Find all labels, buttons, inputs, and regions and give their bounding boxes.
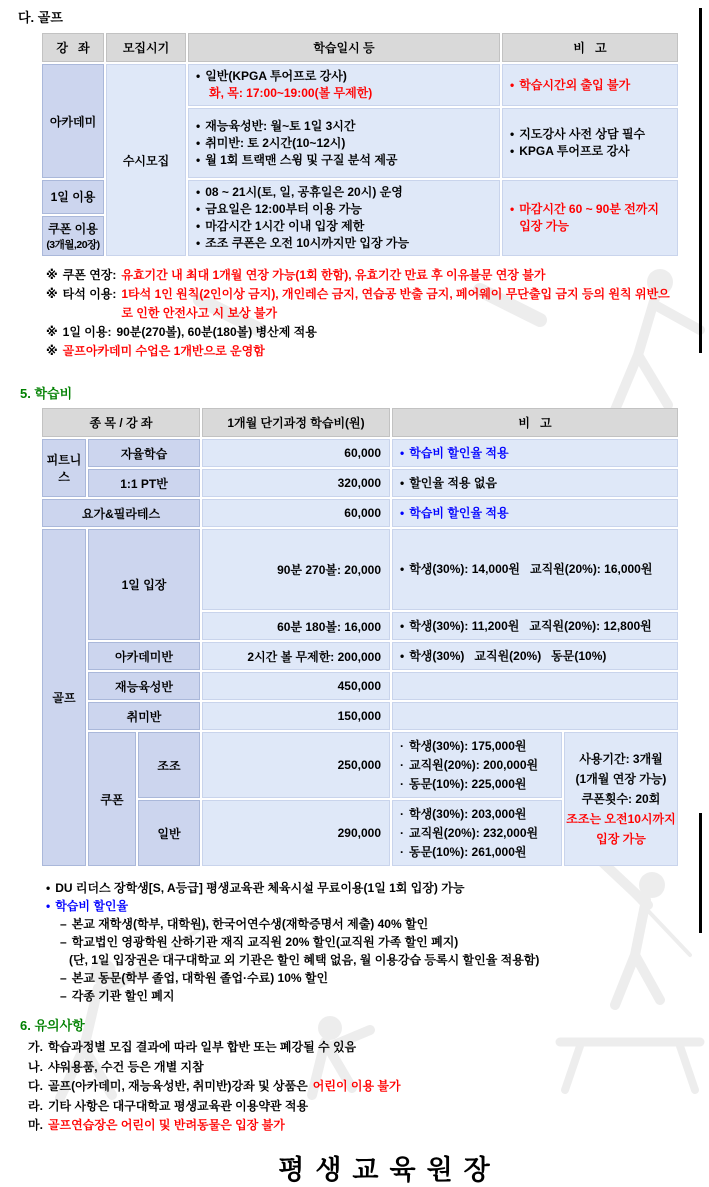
item-text-red: 골프연습장은 어린이 및 반려동물은 입장 불가: [47, 1118, 285, 1132]
course-self-training: 자율학습: [88, 439, 200, 467]
bullet-icon: •: [196, 118, 201, 133]
note-label: 쿠폰 연장:: [62, 268, 117, 282]
dot-icon: ·: [400, 806, 404, 821]
bullet-icon: •: [400, 505, 405, 520]
note-text: 학습비 할인율: [55, 899, 129, 913]
note-text: (단, 1일 입장권은 대구대학교 외 기관은 할인 혜택 없음, 월 이용강습 등록시 할인율 적용함): [69, 953, 540, 967]
coupon-sublabel: (3개월,20장): [46, 238, 100, 251]
dot-icon: ·: [400, 738, 404, 753]
remark-cell: [392, 469, 678, 497]
table-row: [42, 702, 678, 730]
schedule-text: 취미반: 토 2시간(10~12시): [205, 135, 346, 150]
discount-text: 동문(10%): 261,000원: [409, 844, 527, 859]
remark-cell: [392, 499, 678, 527]
col-header-period: 모집시기: [106, 33, 186, 62]
col-header-subject: 종 목 / 강 좌: [42, 408, 200, 437]
remark-cell-empty: [392, 672, 678, 700]
note-text: 본교 재학생(학부, 대학원), 한국어연수생(재학증명서 제출) 40% 할인: [71, 917, 429, 931]
item-text-red: 어린이 이용 불가: [312, 1079, 401, 1093]
discount-list: [392, 732, 562, 798]
item-text: 학습과정별 모집 결과에 따라 일부 합반 또는 폐강될 수 있음: [47, 1040, 357, 1054]
table-row: [42, 439, 678, 467]
remark-cell: [392, 612, 678, 640]
dash-icon: –: [60, 989, 67, 1003]
note-staff-discount-detail: [69, 951, 689, 969]
course-talent-class: 재능육성반: [88, 672, 200, 700]
section-title-golf: 다. 골프: [18, 10, 63, 25]
note-label: 타석 이용:: [62, 287, 117, 301]
price-value: 320,000: [202, 469, 390, 497]
bullet-icon: •: [510, 144, 515, 158]
precaution-item: [28, 1058, 709, 1078]
note-text: 유효기간 내 최대 1개월 연장 가능(1회 한함), 유효기간 만료 후 이유불문 연장 불가: [121, 268, 546, 282]
schedule-text: 일반(KPGA 투어프로 강사): [205, 69, 347, 83]
schedule-text: 08 ~ 21시(토, 일, 공휴일은 20시) 운영: [205, 185, 403, 199]
note-academy-class: [46, 342, 676, 361]
schedule-text: 재능육성반: 월~토 1일 3시간: [205, 118, 356, 133]
section-title-precautions: 6. 유의사항: [20, 1018, 85, 1033]
remark-cell-empty: [392, 702, 678, 730]
note-text: 학교법인 영광학원 산하기관 재직 교직원 20% 할인(교직원 가족 할인 폐지): [71, 935, 459, 949]
course-academy: 아카데미: [42, 64, 104, 178]
panel-line-red: 입장 가능: [596, 832, 646, 846]
precaution-list: [28, 1038, 709, 1136]
note-label: 1일 이용:: [62, 325, 112, 339]
table-row: [42, 672, 678, 700]
price-value: 2시간 볼 무제한: 200,000: [202, 642, 390, 670]
academy-general-remark: [502, 64, 678, 106]
schedule-text: 금요일은 12:00부터 이용 가능: [205, 202, 362, 216]
dot-icon: ·: [400, 776, 404, 791]
price-value: 60분 180볼: 16,000: [202, 612, 390, 640]
coupon-label: 쿠폰 이용: [48, 221, 98, 236]
schedule-time-red: 화, 목: 17:00~19:00(볼 무제한): [209, 86, 373, 100]
schedule-text: 조조 쿠폰은 오전 10시까지만 입장 가능: [205, 236, 410, 250]
note-marker: ※: [46, 344, 58, 358]
coupon-type-dawn: 조조: [138, 732, 200, 798]
note-du-leaders: [46, 879, 666, 897]
daily-coupon-schedule: [188, 180, 500, 256]
discount-text: 학생(30%): 203,000원: [409, 806, 527, 821]
panel-line: 쿠폰횟수: 20회: [581, 792, 661, 806]
remark-text: 학생(30%): 11,200원 교직원(20%): 12,800원: [409, 618, 652, 633]
item-text: 샤워용품, 수건 등은 개별 지참: [47, 1059, 204, 1074]
col-header-course: 강 좌: [42, 33, 104, 62]
page-edge-line-top: [699, 8, 702, 353]
note-text: 각종 기관 할인 폐지: [71, 989, 175, 1003]
note-text: 골프아카데미 수업은 1개반으로 운영함: [62, 344, 265, 358]
bullet-icon: •: [400, 648, 405, 663]
subject-yoga-pilates: 요가&필라테스: [42, 499, 200, 527]
academy-class-schedule: [188, 108, 500, 178]
panel-line: (1개월 연장 가능): [575, 772, 667, 786]
item-label: 마.: [28, 1118, 43, 1132]
remark-text: 학생(30%): 14,000원 교직원(20%): 16,000원: [409, 562, 653, 576]
price-value: 60,000: [202, 499, 390, 527]
course-coupon-use: [42, 216, 104, 256]
price-value: 290,000: [202, 800, 390, 866]
dot-icon: ·: [400, 825, 404, 840]
note-org-discount-abolished: [60, 987, 680, 1005]
remark-text: 학습시간외 출입 불가: [519, 77, 631, 92]
bullet-icon: •: [400, 618, 405, 633]
price-value: 450,000: [202, 672, 390, 700]
remark-text: KPGA 투어프로 강사: [519, 144, 630, 158]
bullet-icon: •: [400, 475, 405, 490]
precaution-item: [28, 1038, 709, 1058]
table-row: [42, 499, 678, 527]
precaution-item: [28, 1116, 709, 1136]
item-label: 라.: [28, 1098, 43, 1113]
dash-icon: –: [60, 917, 67, 931]
coupon-type-general: 일반: [138, 800, 200, 866]
note-text: 본교 동문(학부 졸업, 대학원 졸업·수료) 10% 할인: [71, 971, 329, 985]
remark-text: 지도강사 사전 상담 필수: [519, 127, 646, 141]
course-pt: 1:1 PT반: [88, 469, 200, 497]
note-marker: ※: [46, 268, 58, 282]
bullet-icon: •: [400, 562, 405, 576]
note-alumni-discount: [60, 969, 680, 987]
course-day-entry: 1일 입장: [88, 529, 200, 640]
note-student-discount: [60, 915, 680, 933]
col-header-remark: 비 고: [392, 408, 678, 437]
fee-table: [40, 406, 680, 868]
course-daily-use: 1일 이용: [42, 180, 104, 214]
table-row: [42, 64, 678, 106]
item-label: 가.: [28, 1040, 43, 1054]
note-hitting-bay: [46, 285, 676, 323]
note-staff-discount: [60, 933, 680, 951]
item-text: 기타 사항은 대구대학교 평생교육관 이용약관 적용: [47, 1098, 309, 1113]
dash-icon: –: [60, 935, 67, 949]
col-header-remark: 비 고: [502, 33, 678, 62]
table-header-row: [42, 33, 678, 62]
col-header-schedule: 학습일시 등: [188, 33, 500, 62]
dot-icon: ·: [400, 844, 404, 859]
fee-notes: [46, 879, 709, 1005]
schedule-text: 마감시간 1시간 이내 입장 제한: [205, 219, 365, 233]
bullet-icon: •: [196, 219, 201, 233]
bullet-icon: •: [46, 899, 51, 913]
golf-schedule-table: [40, 31, 680, 258]
remark-cell: [392, 529, 678, 610]
remark-cell: [392, 439, 678, 467]
subject-golf: 골프: [42, 529, 86, 866]
bullet-icon: •: [196, 69, 201, 83]
bullet-icon: •: [400, 445, 405, 460]
course-academy-class: 아카데미반: [88, 642, 200, 670]
page-edge-line-bottom: [699, 813, 702, 933]
price-value: 250,000: [202, 732, 390, 798]
course-coupon: 쿠폰: [88, 732, 136, 866]
price-value: 60,000: [202, 439, 390, 467]
table-row: [42, 732, 678, 798]
daily-coupon-remark: [502, 180, 678, 256]
course-hobby-class: 취미반: [88, 702, 200, 730]
discount-text: 교직원(20%): 200,000원: [409, 757, 539, 772]
academy-class-remark: [502, 108, 678, 178]
remark-cell: [392, 642, 678, 670]
price-value: 150,000: [202, 702, 390, 730]
panel-line: 사용기간: 3개월: [579, 752, 663, 766]
note-marker: ※: [46, 287, 58, 301]
table-header-row: [42, 408, 678, 437]
precaution-item: [28, 1077, 709, 1097]
bullet-icon: •: [510, 127, 515, 141]
remark-text: 마감시간 60 ~ 90분 전까지 입장 가능: [519, 202, 659, 233]
discount-text: 학생(30%): 175,000원: [409, 738, 527, 753]
bullet-icon: •: [196, 185, 201, 199]
remark-text: 할인율 적용 없음: [409, 475, 498, 490]
table-row: [42, 469, 678, 497]
dash-icon: –: [60, 971, 67, 985]
note-discount-heading: [46, 897, 666, 915]
dot-icon: ·: [400, 757, 404, 772]
item-label: 나.: [28, 1059, 43, 1074]
section-title-fees: 5. 학습비: [20, 386, 73, 401]
note-marker: ※: [46, 325, 58, 339]
bullet-icon: •: [510, 202, 515, 216]
price-value: 90분 270볼: 20,000: [202, 529, 390, 610]
note-text: 90분(270볼), 60분(180볼) 병산제 적용: [116, 325, 317, 339]
note-coupon-extension: [46, 266, 676, 285]
note-daily-use: [46, 323, 676, 342]
item-label: 다.: [28, 1079, 43, 1093]
academy-general-schedule: [188, 64, 500, 106]
golf-notes: [46, 266, 709, 361]
bullet-icon: •: [196, 152, 201, 167]
discount-text: 동문(10%): 225,000원: [409, 776, 527, 791]
bullet-icon: •: [196, 135, 201, 150]
bullet-icon: •: [196, 236, 201, 250]
note-text: DU 리더스 장학생[S, A등급] 평생교육관 체육시설 무료이용(1일 1회 입장) 가능: [55, 881, 465, 895]
recruit-period: 수시모집: [106, 64, 186, 256]
remark-text: 학습비 할인율 적용: [409, 505, 509, 520]
schedule-text: 월 1회 트랙맨 스윙 및 구질 분석 제공: [205, 152, 398, 167]
remark-text: 학생(30%) 교직원(20%) 동문(10%): [409, 648, 607, 663]
signature-title: 평생교육원장: [278, 1154, 501, 1185]
panel-line-red: 조조는 오전10시까지: [566, 812, 676, 826]
discount-text: 교직원(20%): 232,000원: [409, 825, 539, 840]
note-text: 1타석 1인 원칙(2인이상 금지), 개인레슨 금지, 연습공 반출 금지, 페어웨이 무단출입 금지 등의 원칙 위반으로 인한 안전사고 시 보상 불가: [121, 287, 670, 320]
remark-text: 학습비 할인율 적용: [409, 445, 509, 460]
coupon-usage-panel: [564, 732, 678, 866]
subject-fitness: 피트니스: [42, 439, 86, 497]
col-header-price: 1개월 단기과정 학습비(원): [202, 408, 390, 437]
bullet-icon: •: [46, 881, 51, 895]
bullet-icon: •: [510, 77, 515, 92]
table-row: [42, 642, 678, 670]
table-row: [42, 529, 678, 610]
discount-list: [392, 800, 562, 866]
item-text: 골프(아카데미, 재능육성반, 취미반)강좌 및 상품은: [47, 1079, 308, 1093]
precaution-item: [28, 1097, 709, 1117]
bullet-icon: •: [196, 202, 201, 216]
